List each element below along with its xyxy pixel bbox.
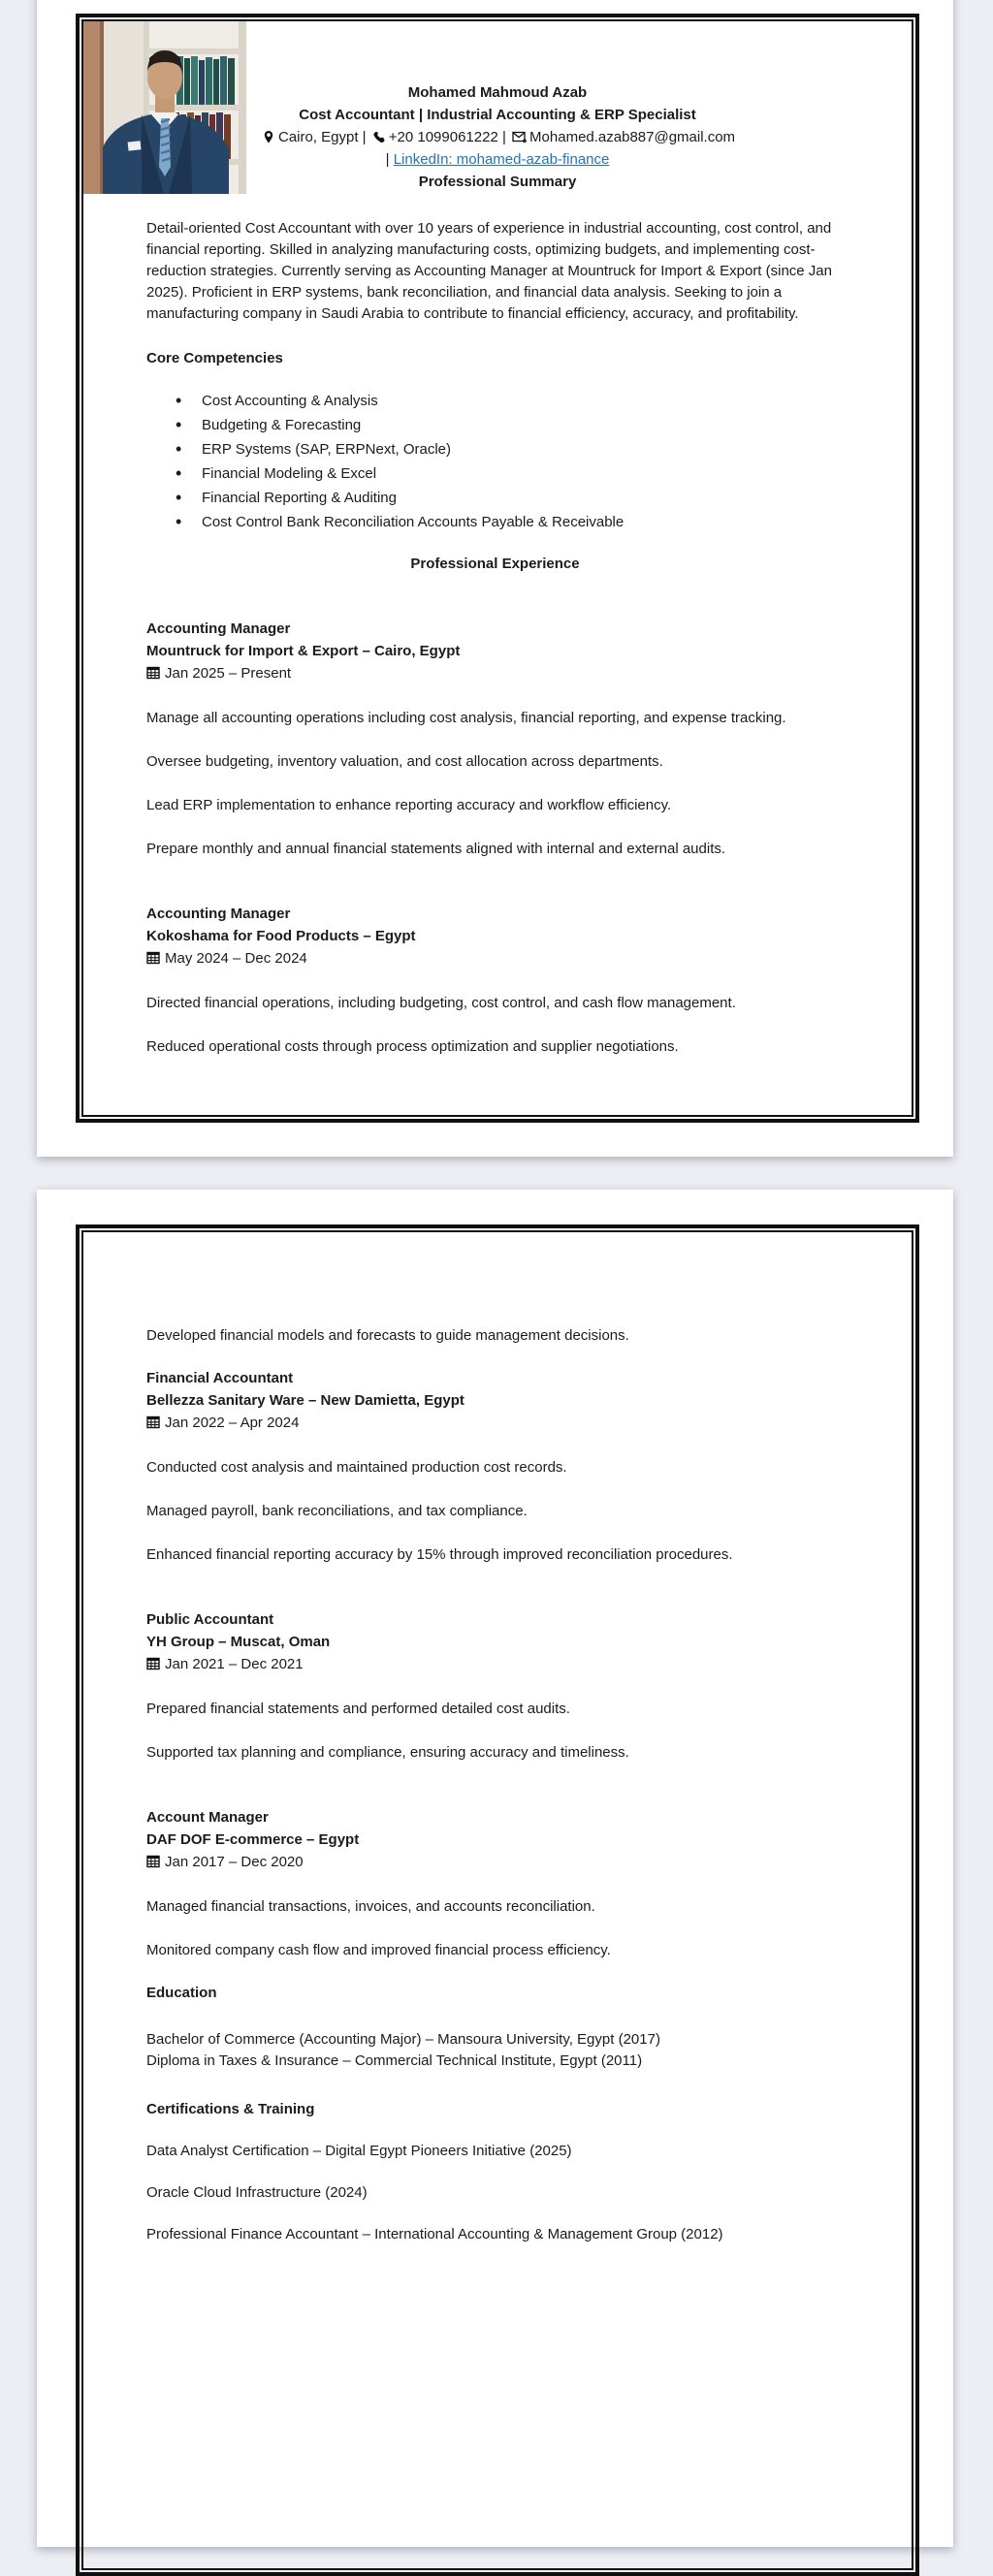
pin-icon bbox=[262, 130, 275, 143]
job-dates bbox=[146, 1653, 844, 1675]
page2-body bbox=[83, 1232, 912, 2245]
job-company: YH Group – Muscat, Oman bbox=[146, 1634, 331, 1650]
competency-item: • ERP Systems (SAP, ERPNext, Oracle) bbox=[176, 437, 844, 461]
job-duty: Enhanced financial reporting accuracy by 15% through improved reconciliation procedures. bbox=[146, 1546, 733, 1563]
job-title: Accounting Manager bbox=[146, 620, 291, 637]
job-entry-yh-group bbox=[146, 1608, 844, 1764]
job-duty: Reduced operational costs through process optimization and supplier negotiations. bbox=[146, 1038, 679, 1055]
section-heading-education: Education bbox=[146, 1985, 217, 2001]
job-company: DAF DOF E-commerce – Egypt bbox=[146, 1831, 360, 1848]
job-duty: Developed financial models and forecasts to guide management decisions. bbox=[146, 1327, 629, 1344]
calendar-icon bbox=[146, 1855, 160, 1868]
job-entry-kokoshama bbox=[146, 903, 844, 1058]
calendar-icon bbox=[146, 1657, 160, 1670]
job-duty: Supported tax planning and compliance, ensuring accuracy and timeliness. bbox=[146, 1744, 629, 1761]
contact-phone: +20 1099061222 bbox=[388, 129, 498, 145]
job-company: Kokoshama for Food Products – Egypt bbox=[146, 928, 416, 944]
job-entry-daf-dof bbox=[146, 1806, 844, 1961]
job-duty: Directed financial operations, including budgeting, cost control, and cash flow management. bbox=[146, 995, 736, 1011]
job-duty: Managed payroll, bank reconciliations, and tax compliance. bbox=[146, 1503, 528, 1519]
job-duty: Lead ERP implementation to enhance reporting accuracy and workflow efficiency. bbox=[146, 797, 672, 813]
competencies-list bbox=[146, 389, 844, 534]
competency-item: • Financial Reporting & Auditing bbox=[176, 486, 844, 510]
job-entry-mountruck bbox=[146, 618, 844, 860]
section-heading-certifications: Certifications & Training bbox=[146, 2101, 315, 2117]
section-heading-summary: Professional Summary bbox=[418, 174, 577, 190]
education-list bbox=[146, 2029, 844, 2072]
job-duty: Conducted cost analysis and maintained production cost records. bbox=[146, 1459, 567, 1476]
separator: | bbox=[385, 151, 390, 168]
section-heading-competencies: Core Competencies bbox=[146, 350, 283, 366]
education-item: Bachelor of Commerce (Accounting Major) – Mansoura University, Egypt (2017) bbox=[146, 2031, 660, 2048]
education-item: Diploma in Taxes & Insurance – Commercial Technical Institute, Egypt (2011) bbox=[146, 2052, 643, 2069]
section-heading-experience: Professional Experience bbox=[410, 556, 580, 572]
resume-page-2 bbox=[37, 1190, 953, 2547]
job-dates-text: Jan 2022 – Apr 2024 bbox=[165, 1415, 300, 1431]
job-duty: Monitored company cash flow and improved financial process efficiency. bbox=[146, 1942, 611, 1958]
calendar-icon bbox=[146, 666, 160, 680]
competency-item: • Cost Accounting & Analysis bbox=[176, 389, 844, 413]
job-title: Public Accountant bbox=[146, 1611, 274, 1628]
job-dates-text: Jan 2017 – Dec 2020 bbox=[165, 1854, 304, 1870]
job-dates-text: Jan 2025 – Present bbox=[165, 665, 292, 682]
job-duty: Managed financial transactions, invoices, and accounts reconciliation. bbox=[146, 1898, 595, 1915]
job-dates-text: May 2024 – Dec 2024 bbox=[165, 950, 307, 967]
job-title: Financial Accountant bbox=[146, 1370, 294, 1386]
competency-item: • Cost Control Bank Reconciliation Accounts Payable & Receivable bbox=[176, 510, 844, 534]
page-border-frame bbox=[76, 1224, 919, 2576]
separator: | bbox=[501, 129, 506, 145]
resume-page-1 bbox=[37, 0, 953, 1157]
job-dates bbox=[146, 662, 844, 684]
job-title: Account Manager bbox=[146, 1809, 269, 1826]
job-duty: Prepared financial statements and performed detailed cost audits. bbox=[146, 1701, 570, 1717]
page1-body bbox=[83, 218, 912, 1058]
candidate-name: Mohamed Mahmoud Azab bbox=[407, 84, 588, 101]
contact-location: Cairo, Egypt bbox=[277, 129, 359, 145]
candidate-title: Cost Accountant | Industrial Accounting & ERP Specialist bbox=[299, 107, 696, 123]
certification-item: Professional Finance Accountant – International Accounting & Management Group (2012) bbox=[146, 2226, 723, 2242]
job-entry-bellezza bbox=[146, 1367, 844, 1566]
calendar-icon bbox=[146, 951, 160, 965]
page-border-frame bbox=[76, 14, 919, 1123]
job-dates bbox=[146, 1412, 844, 1434]
certification-item: Oracle Cloud Infrastructure (2024) bbox=[146, 2184, 368, 2201]
profile-photo bbox=[83, 21, 246, 194]
job-duty: Manage all accounting operations including cost analysis, financial reporting, and expense tracking. bbox=[146, 710, 786, 726]
job-dates bbox=[146, 947, 844, 970]
job-company: Mountruck for Import & Export – Cairo, Egypt bbox=[146, 643, 461, 659]
job-dates bbox=[146, 1851, 844, 1873]
job-title: Accounting Manager bbox=[146, 906, 291, 922]
portrait-photo-man-in-suit-bookshelf bbox=[83, 21, 246, 194]
summary-paragraph: Detail-oriented Cost Accountant with over 10 years of experience in industrial accounting, cost control, and financial reporting. Skilled in analyzing manufacturing costs, optimizing budgets, and implementing cost-reduction strategies. Currently serving as Accounting Manager at Mountruck for Import & Export (since Jan 2025). Proficient in ERP systems, bank reconciliation, and financial data analysis. Seeking to join a manufacturing company in Saudi Arabia to contribute to financial efficiency, accuracy, and profitability. bbox=[146, 220, 832, 322]
job-duty: Prepare monthly and annual financial statements aligned with internal and external audits. bbox=[146, 841, 726, 857]
envelope-icon bbox=[512, 130, 527, 143]
linkedin-link[interactable]: LinkedIn: mohamed-azab-finance bbox=[393, 151, 610, 168]
competency-item: • Budgeting & Forecasting bbox=[176, 413, 844, 437]
job-duty: Oversee budgeting, inventory valuation, and cost allocation across departments. bbox=[146, 753, 663, 770]
job-dates-text: Jan 2021 – Dec 2021 bbox=[165, 1656, 304, 1672]
separator: | bbox=[362, 129, 367, 145]
job-company: Bellezza Sanitary Ware – New Damietta, Egypt bbox=[146, 1392, 464, 1409]
competency-item: • Financial Modeling & Excel bbox=[176, 461, 844, 486]
phone-icon bbox=[372, 131, 386, 143]
certification-item: Data Analyst Certification – Digital Egypt Pioneers Initiative (2025) bbox=[146, 2143, 572, 2159]
calendar-icon bbox=[146, 1415, 160, 1429]
contact-email: Mohamed.azab887@gmail.com bbox=[529, 129, 736, 145]
